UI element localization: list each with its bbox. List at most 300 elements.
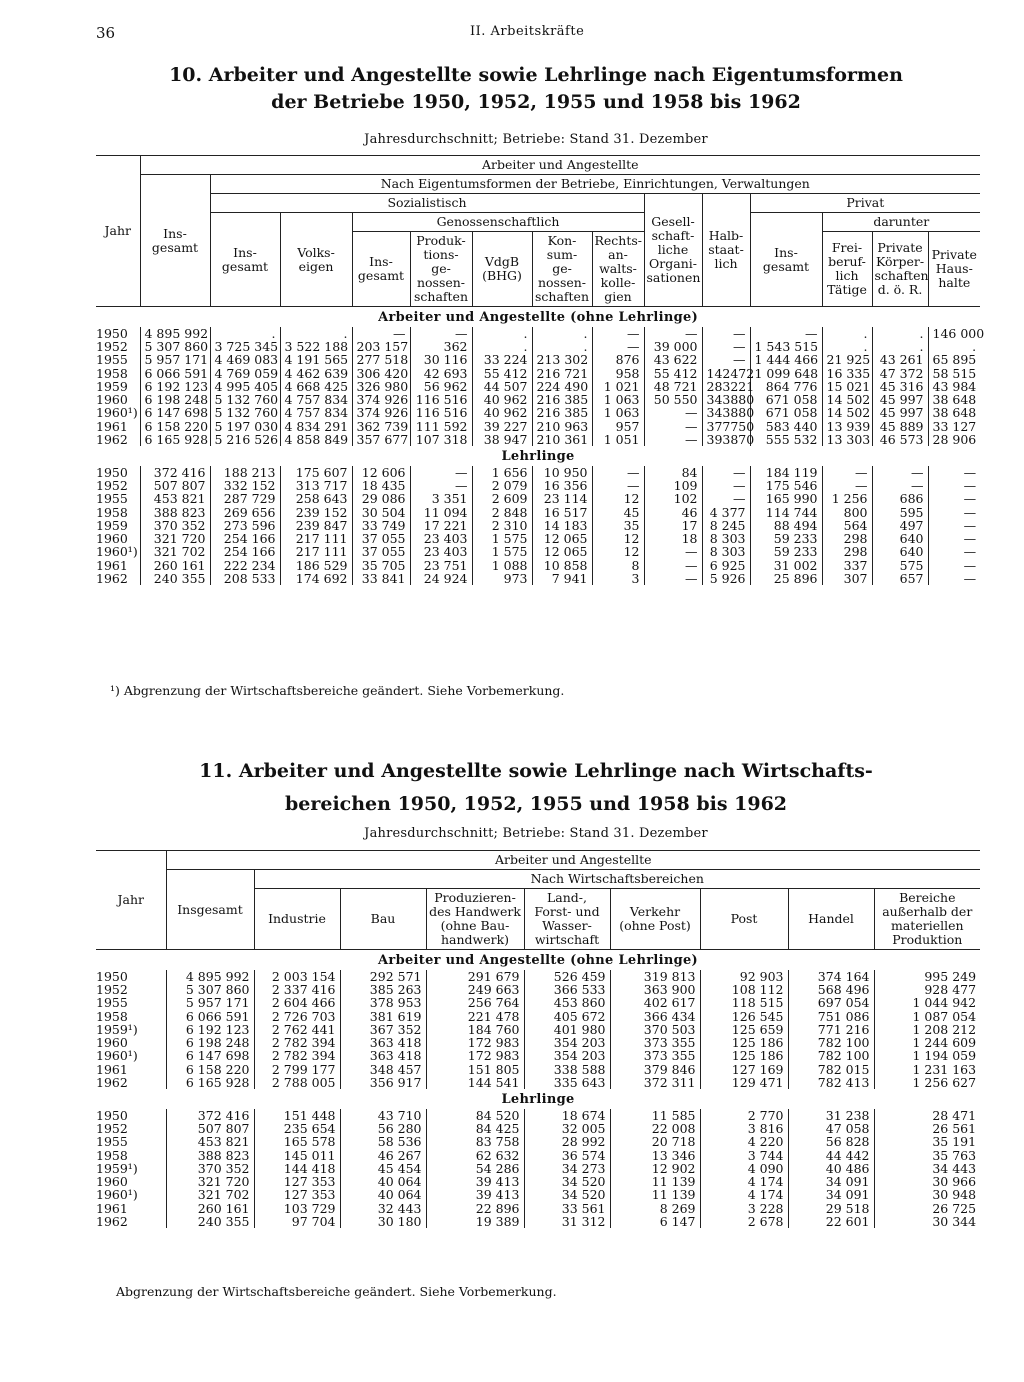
value-cell: 958: [592, 367, 644, 380]
value-cell: 374 926: [352, 393, 410, 406]
year-cell: 1960: [96, 392, 128, 408]
year-cell: 1952: [96, 339, 128, 355]
value-cell: 11 139: [610, 1188, 700, 1201]
value-cell: 370 352: [166, 1162, 254, 1175]
value-cell: 125 186: [700, 1049, 788, 1062]
value-cell: 6 192 123: [166, 1023, 254, 1036]
value-cell: 5 132 760: [210, 406, 280, 419]
value-cell: 370 352: [140, 519, 210, 532]
value-cell: 174 692: [280, 572, 352, 585]
value-cell: 17 221: [410, 519, 472, 532]
value-cell: 127 353: [254, 1175, 340, 1188]
table11-title-line1: 11. Arbeiter und Angestellte sowie Lehrlinge nach Wirtschafts-: [199, 760, 873, 782]
value-cell: 97 704: [254, 1215, 340, 1228]
value-cell: 1 044 942: [874, 996, 980, 1009]
value-cell: 258 643: [280, 492, 352, 505]
value-cell: 12: [592, 492, 644, 505]
value-cell: 126 545: [700, 1010, 788, 1023]
value-cell: 343880: [702, 393, 750, 406]
value-cell: 31 312: [524, 1215, 610, 1228]
value-cell: 401 980: [524, 1023, 610, 1036]
value-cell: 16 335: [822, 367, 872, 380]
value-cell: 1 063: [592, 406, 644, 419]
t11-lehrlinge-row: [96, 1188, 980, 1201]
value-cell: 55 412: [644, 367, 702, 380]
value-cell: 216 721: [532, 367, 592, 380]
value-cell: 1 194 059: [874, 1049, 980, 1062]
value-cell: 319 813: [610, 970, 700, 983]
value-cell: 388 823: [140, 506, 210, 519]
value-cell: 507 807: [166, 1122, 254, 1135]
value-cell: 235 654: [254, 1122, 340, 1135]
value-cell: 33 841: [352, 572, 410, 585]
value-cell: 33 561: [524, 1202, 610, 1215]
value-cell: 92 903: [700, 970, 788, 983]
year-cell: 1960¹): [96, 1187, 138, 1203]
t11-lehrlinge-row: [96, 1202, 980, 1215]
value-cell: 402 617: [610, 996, 700, 1009]
value-cell: 38 648: [928, 393, 980, 406]
value-cell: .: [872, 340, 928, 353]
value-cell: 362 739: [352, 420, 410, 433]
t11-h-nach-bereichen: Nach Wirtschaftsbereichen: [254, 870, 980, 889]
value-cell: 59 233: [750, 545, 822, 558]
value-cell: 332 152: [210, 479, 280, 492]
value-cell: 354 203: [524, 1049, 610, 1062]
value-cell: —: [592, 466, 644, 479]
value-cell: 3 816: [700, 1122, 788, 1135]
value-cell: —: [644, 420, 702, 433]
value-cell: 107 318: [410, 433, 472, 446]
value-cell: 102: [644, 492, 702, 505]
t10-arbeiter-row: [96, 340, 980, 353]
value-cell: 16 517: [532, 506, 592, 519]
value-cell: 145 011: [254, 1149, 340, 1162]
value-cell: 40 064: [340, 1188, 426, 1201]
value-cell: 16 356: [532, 479, 592, 492]
t10-arbeiter-row: [96, 367, 980, 380]
value-cell: 40 962: [472, 393, 532, 406]
t10-lehrlinge-row: [96, 572, 980, 585]
value-cell: 277 518: [352, 353, 410, 366]
value-cell: 453 821: [166, 1135, 254, 1148]
year-cell: 1961: [96, 418, 128, 434]
value-cell: 11 094: [410, 506, 472, 519]
value-cell: 26 561: [874, 1122, 980, 1135]
value-cell: 2 848: [472, 506, 532, 519]
value-cell: 221 478: [426, 1010, 524, 1023]
value-cell: 1 099 648: [750, 367, 822, 380]
value-cell: 184 119: [750, 466, 822, 479]
value-cell: 172 983: [426, 1049, 524, 1062]
value-cell: 526 459: [524, 970, 610, 983]
t10-lehrlinge-row: [96, 532, 980, 545]
value-cell: 2 782 394: [254, 1049, 340, 1062]
value-cell: 1 231 163: [874, 1063, 980, 1076]
value-cell: 1 244 609: [874, 1036, 980, 1049]
value-cell: 59 233: [750, 532, 822, 545]
value-cell: 44 507: [472, 380, 532, 393]
value-cell: 37 055: [352, 545, 410, 558]
t11-arbeiter-row: [96, 970, 980, 983]
value-cell: 367 352: [340, 1023, 426, 1036]
value-cell: 55 412: [472, 367, 532, 380]
t11-h-jahr: Jahr: [96, 851, 166, 950]
value-cell: .: [532, 340, 592, 353]
value-cell: 23 114: [532, 492, 592, 505]
t10-lehrlinge-row: [96, 506, 980, 519]
value-cell: —: [592, 479, 644, 492]
value-cell: 35: [592, 519, 644, 532]
value-cell: 2 079: [472, 479, 532, 492]
value-cell: 34 091: [788, 1188, 874, 1201]
t10-h-gesellschaftlich: Gesell- schaft- liche Organi- sationen: [644, 194, 702, 307]
value-cell: —: [644, 406, 702, 419]
value-cell: 273 596: [210, 519, 280, 532]
value-cell: 47 058: [788, 1122, 874, 1135]
year-cell: 1961: [96, 1200, 128, 1216]
value-cell: 142472: [702, 367, 750, 380]
value-cell: —: [644, 433, 702, 446]
value-cell: 2 788 005: [254, 1076, 340, 1089]
value-cell: .: [472, 340, 532, 353]
value-cell: 84: [644, 466, 702, 479]
value-cell: —: [822, 479, 872, 492]
year-cell: 1962: [96, 570, 128, 586]
value-cell: —: [592, 340, 644, 353]
value-cell: 800: [822, 506, 872, 519]
year-cell: 1958: [96, 365, 128, 381]
value-cell: 405 672: [524, 1010, 610, 1023]
value-cell: 583 440: [750, 420, 822, 433]
value-cell: 22 896: [426, 1202, 524, 1215]
year-cell: 1960: [96, 1035, 128, 1051]
value-cell: 4 462 639: [280, 367, 352, 380]
t11-h-bau: Bau: [340, 889, 426, 950]
t11-arbeiter-row: [96, 1036, 980, 1049]
value-cell: 2 337 416: [254, 983, 340, 996]
value-cell: 21 925: [822, 353, 872, 366]
value-cell: 254 166: [210, 545, 280, 558]
value-cell: 2 604 466: [254, 996, 340, 1009]
t10-h-nach-eigentum: Nach Eigentumsformen der Betriebe, Einrichtungen, Verwaltungen: [210, 175, 980, 194]
value-cell: 306 420: [352, 367, 410, 380]
value-cell: 165 578: [254, 1135, 340, 1148]
year-cell: 1952: [96, 478, 128, 494]
t11-lehrlinge-row: [96, 1149, 980, 1162]
value-cell: 58 536: [340, 1135, 426, 1148]
year-cell: 1958: [96, 1147, 128, 1163]
value-cell: 283221: [702, 380, 750, 393]
t10-arbeiter-row: [96, 327, 980, 340]
value-cell: 343880: [702, 406, 750, 419]
year-cell: 1950: [96, 464, 128, 480]
year-cell: 1950: [96, 968, 128, 984]
value-cell: 256 764: [426, 996, 524, 1009]
value-cell: 240 355: [166, 1215, 254, 1228]
value-cell: 108 112: [700, 983, 788, 996]
value-cell: 657: [872, 572, 928, 585]
year-cell: 1950: [96, 1107, 128, 1123]
value-cell: 321 702: [140, 545, 210, 558]
value-cell: 377750: [702, 420, 750, 433]
value-cell: 697 054: [788, 996, 874, 1009]
value-cell: 1 656: [472, 466, 532, 479]
t11-arbeiter-row: [96, 1010, 980, 1023]
value-cell: 507 807: [140, 479, 210, 492]
value-cell: 671 058: [750, 393, 822, 406]
value-cell: 564: [822, 519, 872, 532]
t10-arbeiter-row: [96, 433, 980, 446]
value-cell: 372 416: [140, 466, 210, 479]
value-cell: 30 180: [340, 1215, 426, 1228]
value-cell: 2 762 441: [254, 1023, 340, 1036]
t10-arbeiter-row: [96, 420, 980, 433]
value-cell: 46 267: [340, 1149, 426, 1162]
t10-arbeiter-row: [96, 393, 980, 406]
t10-h-privat: Privat: [750, 194, 980, 213]
t10-lehrlinge-row: [96, 466, 980, 479]
year-cell: 1960: [96, 1174, 128, 1190]
value-cell: —: [644, 545, 702, 558]
value-cell: 4 858 849: [280, 433, 352, 446]
value-cell: 338 588: [524, 1063, 610, 1076]
t11-lehrlinge-row: [96, 1162, 980, 1175]
value-cell: —: [928, 519, 980, 532]
value-cell: 497: [872, 519, 928, 532]
t11-section-arbeiter: Arbeiter und Angestellte (ohne Lehrlinge): [378, 953, 698, 968]
value-cell: 2 003 154: [254, 970, 340, 983]
t10-arbeiter-row: [96, 380, 980, 393]
value-cell: 30 948: [874, 1188, 980, 1201]
value-cell: 103 729: [254, 1202, 340, 1215]
value-cell: 83 758: [426, 1135, 524, 1148]
value-cell: 109: [644, 479, 702, 492]
running-head: II. Arbeitskräfte: [470, 24, 585, 39]
value-cell: 31 002: [750, 559, 822, 572]
value-cell: 111 592: [410, 420, 472, 433]
value-cell: 363 418: [340, 1036, 426, 1049]
value-cell: 40 962: [472, 406, 532, 419]
value-cell: 2 609: [472, 492, 532, 505]
value-cell: 372 416: [166, 1109, 254, 1122]
value-cell: 291 679: [426, 970, 524, 983]
table10-title-line1: 10. Arbeiter und Angestellte sowie Lehrlinge nach Eigentumsformen: [169, 64, 903, 86]
value-cell: 35 191: [874, 1135, 980, 1148]
value-cell: 26 725: [874, 1202, 980, 1215]
value-cell: 34 273: [524, 1162, 610, 1175]
value-cell: 65 895: [928, 353, 980, 366]
value-cell: 453 821: [140, 492, 210, 505]
value-cell: —: [644, 559, 702, 572]
value-cell: —: [928, 545, 980, 558]
t11-lehrlinge-row: [96, 1122, 980, 1135]
value-cell: 84 520: [426, 1109, 524, 1122]
value-cell: 555 532: [750, 433, 822, 446]
value-cell: 37 055: [352, 532, 410, 545]
table11-footnote: Abgrenzung der Wirtschaftsbereiche geändert. Siehe Vorbemerkung.: [116, 1284, 557, 1299]
value-cell: 30 966: [874, 1175, 980, 1188]
t11-h-bereiche: Bereiche außerhalb der materiellen Produktion: [874, 889, 980, 950]
value-cell: 5 957 171: [140, 353, 210, 366]
t10-h-konsum: Kon- sum- ge- nossen- schaften: [532, 232, 592, 307]
value-cell: 6 147: [610, 1215, 700, 1228]
t10-h-sozialistisch: Sozialistisch: [210, 194, 644, 213]
value-cell: 4 191 565: [280, 353, 352, 366]
value-cell: 2 799 177: [254, 1063, 340, 1076]
value-cell: 213 302: [532, 353, 592, 366]
table10-footnote: ¹) Abgrenzung der Wirtschaftsbereiche geändert. Siehe Vorbemerkung.: [110, 683, 565, 698]
value-cell: 374 164: [788, 970, 874, 983]
value-cell: 4 895 992: [166, 970, 254, 983]
value-cell: 321 720: [140, 532, 210, 545]
value-cell: 29 518: [788, 1202, 874, 1215]
t10-h-darunter: darunter: [822, 213, 980, 232]
value-cell: 1 543 515: [750, 340, 822, 353]
year-cell: 1959: [96, 378, 128, 394]
value-cell: 957: [592, 420, 644, 433]
value-cell: 5 132 760: [210, 393, 280, 406]
value-cell: 5 197 030: [210, 420, 280, 433]
value-cell: 18 674: [524, 1109, 610, 1122]
t11-arbeiter-row: [96, 996, 980, 1009]
value-cell: 28 906: [928, 433, 980, 446]
value-cell: 381 619: [340, 1010, 426, 1023]
value-cell: 203 157: [352, 340, 410, 353]
value-cell: 4 174: [700, 1188, 788, 1201]
value-cell: —: [822, 466, 872, 479]
value-cell: 45 889: [872, 420, 928, 433]
value-cell: 3 228: [700, 1202, 788, 1215]
value-cell: 10 858: [532, 559, 592, 572]
value-cell: 321 720: [166, 1175, 254, 1188]
value-cell: 43 984: [928, 380, 980, 393]
value-cell: 4 090: [700, 1162, 788, 1175]
t10-lehrlinge-row: [96, 479, 980, 492]
value-cell: 84 425: [426, 1122, 524, 1135]
value-cell: .: [928, 340, 980, 353]
t10-body: [96, 307, 980, 327]
value-cell: 568 496: [788, 983, 874, 996]
value-cell: 4 757 834: [280, 406, 352, 419]
table11-title: [96, 758, 976, 818]
value-cell: 19 389: [426, 1215, 524, 1228]
t10-lehrlinge-row: [96, 519, 980, 532]
t10-lehrlinge-row: [96, 559, 980, 572]
value-cell: 10 950: [532, 466, 592, 479]
value-cell: 671 058: [750, 406, 822, 419]
t10-h-haushalte: Private Haus- halte: [928, 232, 980, 307]
t10-section-arbeiter: Arbeiter und Angestellte (ohne Lehrlinge): [378, 310, 699, 325]
value-cell: —: [702, 327, 750, 340]
year-cell: 1955: [96, 491, 128, 507]
value-cell: 6 066 591: [166, 1010, 254, 1023]
value-cell: 1 087 054: [874, 1010, 980, 1023]
value-cell: 6 198 248: [166, 1036, 254, 1049]
value-cell: 782 413: [788, 1076, 874, 1089]
t10-rows-lehrlinge: [96, 466, 980, 585]
value-cell: 2 678: [700, 1215, 788, 1228]
value-cell: —: [410, 466, 472, 479]
value-cell: 995 249: [874, 970, 980, 983]
t11-arbeiter-row: [96, 983, 980, 996]
value-cell: 146 000: [928, 327, 980, 340]
value-cell: 40 064: [340, 1175, 426, 1188]
value-cell: 216 385: [532, 393, 592, 406]
value-cell: 4 834 291: [280, 420, 352, 433]
value-cell: 18 435: [352, 479, 410, 492]
year-cell: 1962: [96, 431, 128, 447]
value-cell: —: [702, 353, 750, 366]
t11-h-handwerk: Produzieren- des Handwerk (ohne Bau- handwerk): [426, 889, 524, 950]
value-cell: 22 601: [788, 1215, 874, 1228]
value-cell: 184 760: [426, 1023, 524, 1036]
value-cell: 393870: [702, 433, 750, 446]
value-cell: 35 763: [874, 1149, 980, 1162]
value-cell: 116 516: [410, 406, 472, 419]
year-cell: 1962: [96, 1213, 128, 1229]
value-cell: 34 520: [524, 1188, 610, 1201]
year-cell: 1955: [96, 995, 128, 1011]
value-cell: 363 900: [610, 983, 700, 996]
t10-h-produktion: Produk- tions- ge- nossen- schaften: [410, 232, 472, 307]
value-cell: 46 573: [872, 433, 928, 446]
value-cell: 388 823: [166, 1149, 254, 1162]
value-cell: —: [410, 479, 472, 492]
value-cell: 6 158 220: [166, 1063, 254, 1076]
value-cell: —: [928, 479, 980, 492]
year-cell: 1958: [96, 1008, 128, 1024]
value-cell: 321 702: [166, 1188, 254, 1201]
value-cell: 4 895 992: [140, 327, 210, 340]
value-cell: 4 220: [700, 1135, 788, 1148]
value-cell: 373 355: [610, 1036, 700, 1049]
value-cell: 5 957 171: [166, 996, 254, 1009]
value-cell: —: [928, 492, 980, 505]
value-cell: 1 575: [472, 532, 532, 545]
value-cell: —: [702, 479, 750, 492]
t11-h-handel: Handel: [788, 889, 874, 950]
value-cell: 23 403: [410, 532, 472, 545]
value-cell: 6 165 928: [140, 433, 210, 446]
value-cell: —: [592, 327, 644, 340]
value-cell: 13 346: [610, 1149, 700, 1162]
t11-h-post: Post: [700, 889, 788, 950]
value-cell: 2 310: [472, 519, 532, 532]
value-cell: 12 606: [352, 466, 410, 479]
value-cell: 22 008: [610, 1122, 700, 1135]
value-cell: 8 245: [702, 519, 750, 532]
value-cell: 1 051: [592, 433, 644, 446]
value-cell: 45 997: [872, 406, 928, 419]
value-cell: 13 303: [822, 433, 872, 446]
value-cell: 373 355: [610, 1049, 700, 1062]
value-cell: 43 622: [644, 353, 702, 366]
year-cell: 1960¹): [96, 1048, 138, 1064]
value-cell: .: [872, 327, 928, 340]
t10-lehrlinge-row: [96, 545, 980, 558]
t11-lehrlinge-row: [96, 1109, 980, 1122]
value-cell: 640: [872, 532, 928, 545]
value-cell: 114 744: [750, 506, 822, 519]
value-cell: 4 668 425: [280, 380, 352, 393]
t11-h-group: Arbeiter und Angestellte: [166, 851, 980, 870]
value-cell: —: [928, 466, 980, 479]
value-cell: 6 147 698: [166, 1049, 254, 1062]
t11-section-lehrlinge: Lehrlinge: [501, 1092, 575, 1108]
value-cell: 12 065: [532, 545, 592, 558]
value-cell: 24 924: [410, 572, 472, 585]
